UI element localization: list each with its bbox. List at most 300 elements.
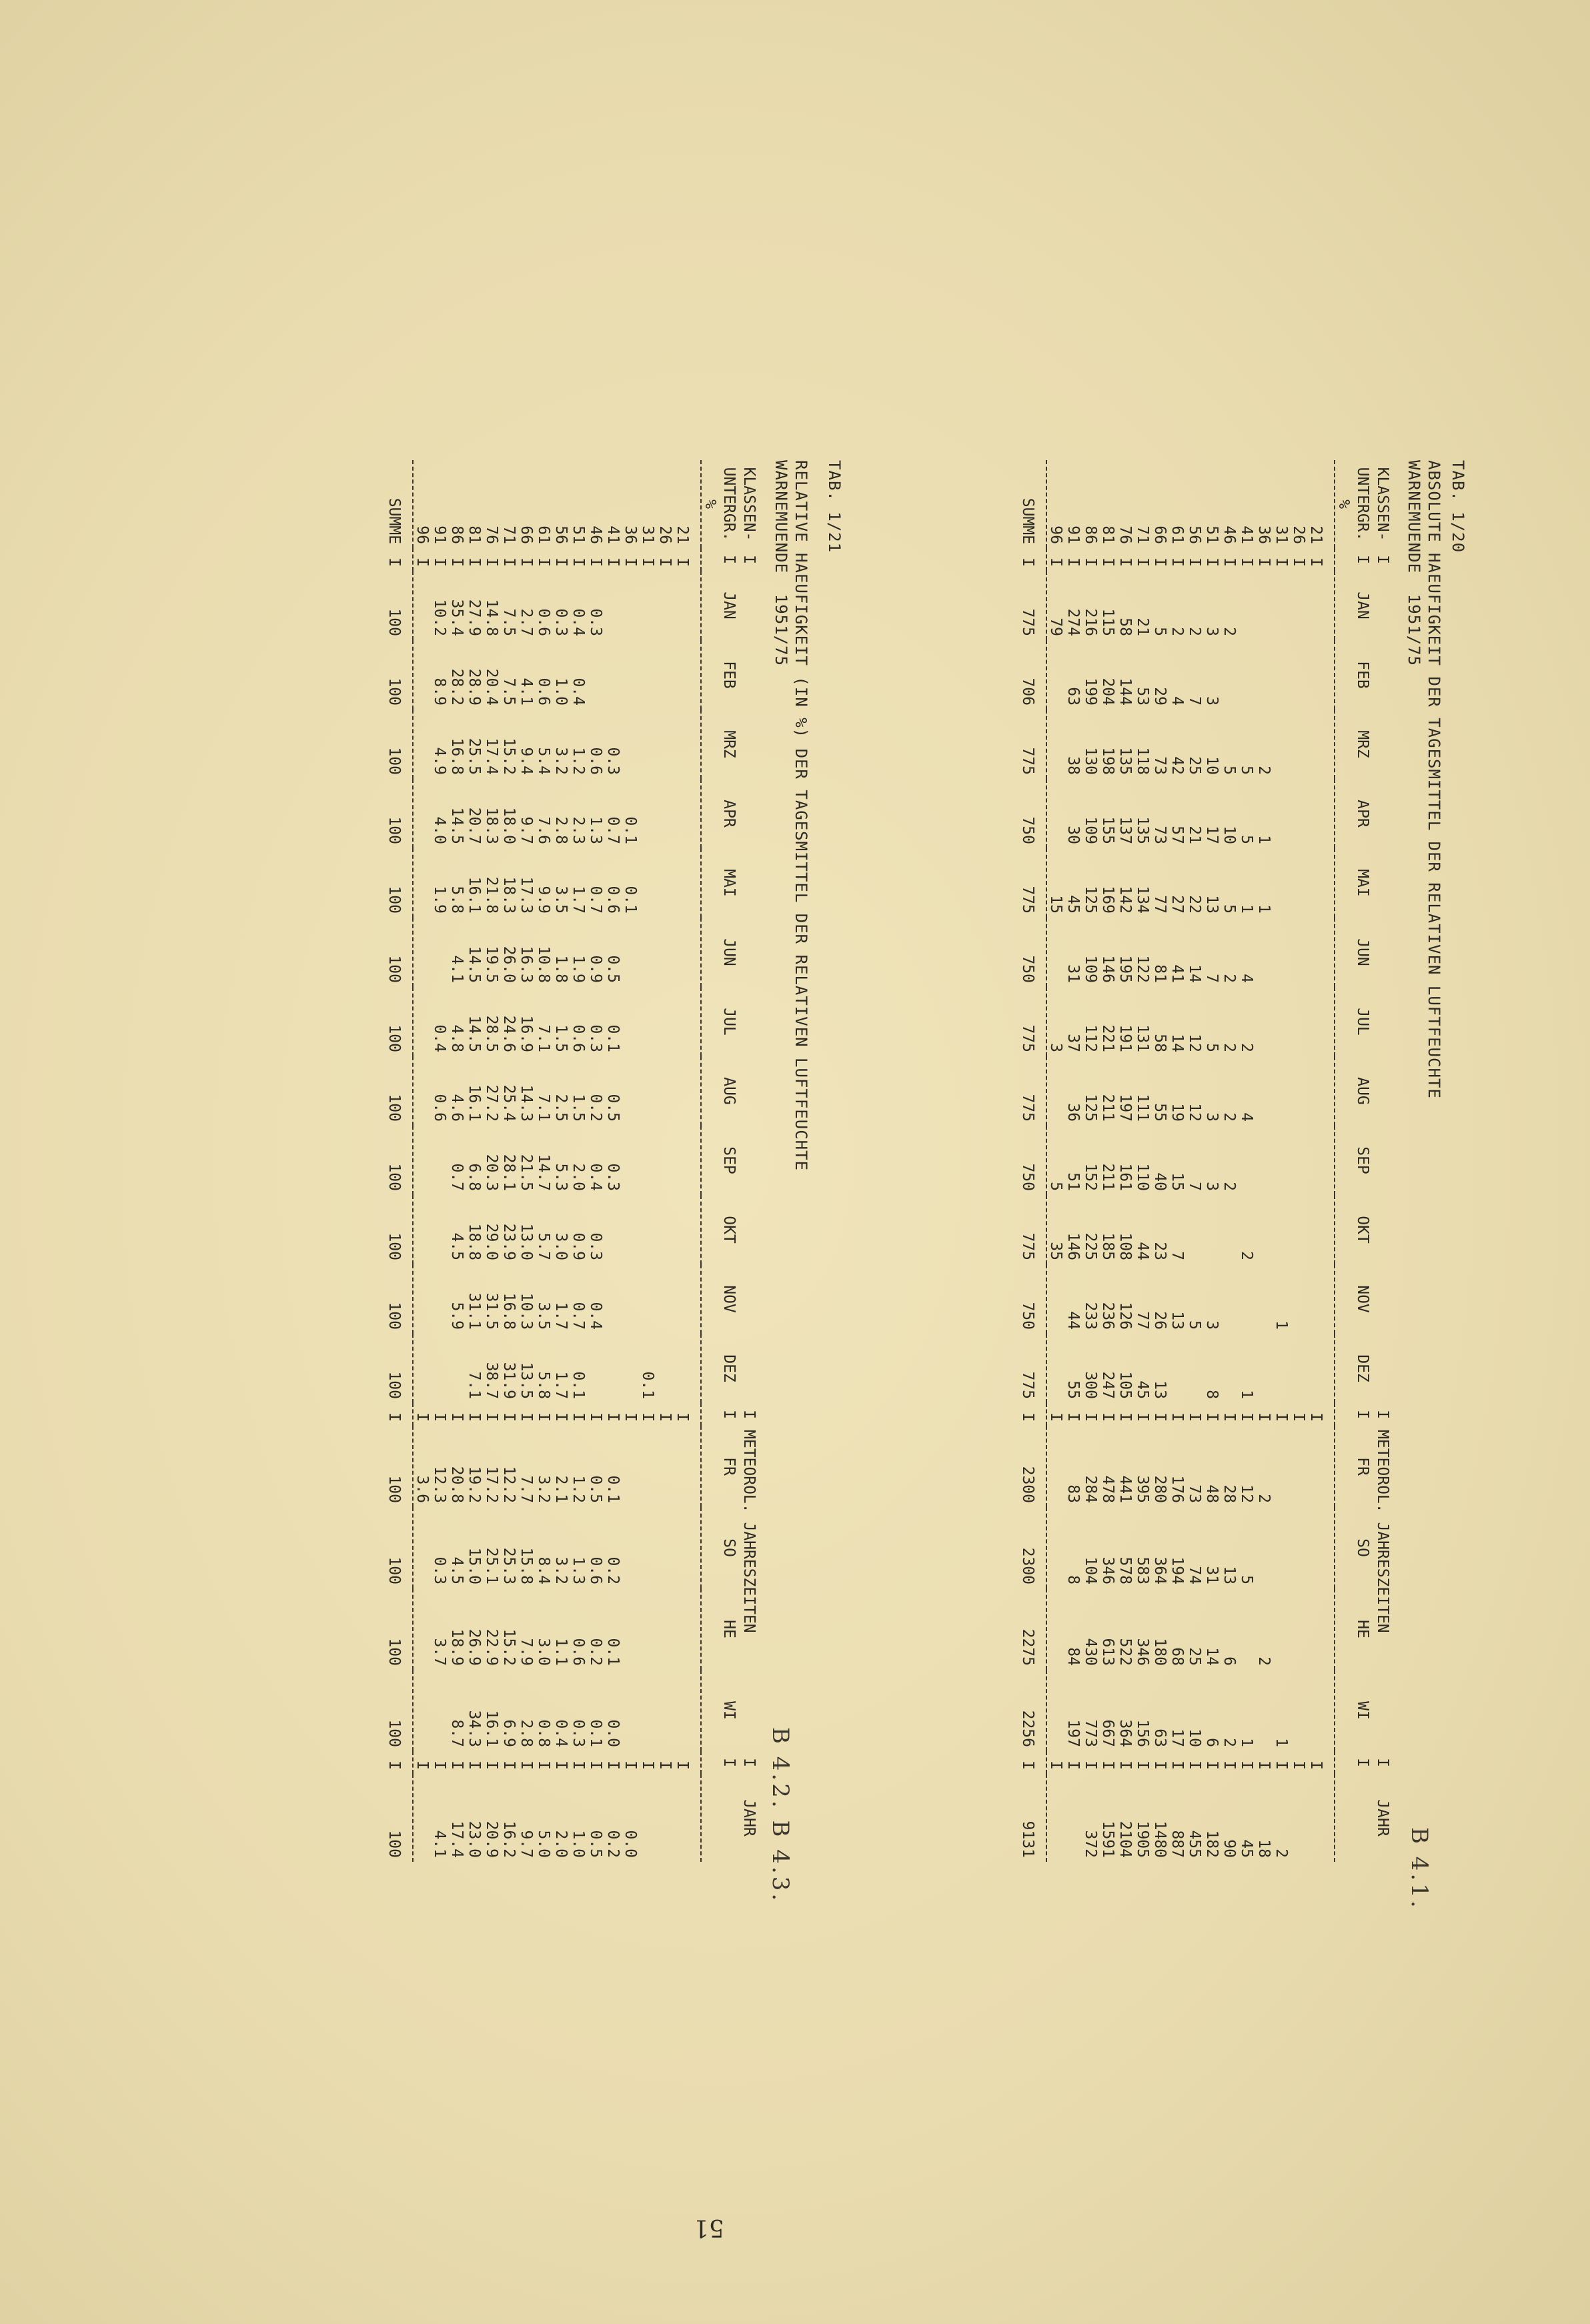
column-separator: I [1290,1412,1307,1422]
season-cell: 74 [1186,1566,1203,1584]
month-cell [639,1056,656,1126]
month-header-spacer [739,710,760,779]
month-cell [674,710,691,779]
table-row [1046,460,1064,1862]
table-row [1082,460,1099,1862]
month-cell: 109 [1082,816,1099,844]
month-cell: 1.9 [431,886,448,914]
season-cell: 430 [1082,1638,1099,1666]
column-separator: I [1047,1761,1064,1770]
month-cell: 7 [1186,696,1203,706]
class-value: 71 [1134,525,1151,544]
season-cell [674,1588,691,1670]
column-separator: I [431,557,448,567]
column-separator: I [1064,557,1082,567]
column-separator: I [1307,557,1325,567]
column-separator: I [414,1761,431,1770]
month-cell: 4 [1238,1112,1255,1122]
column-separator: I [1203,1761,1221,1770]
season-cell: 73 [1186,1484,1203,1503]
column-separator: I [448,1761,466,1770]
column-separator: I [1082,557,1099,567]
month-cell [674,640,691,710]
class-value: 56 [1186,525,1203,544]
class-value: 56 [552,525,570,544]
column-separator: I [1221,557,1238,567]
month-cell: 144 [1116,678,1134,706]
column-separator: I [1255,1412,1273,1422]
month-cell [1238,1264,1255,1334]
month-header-spacer [1373,987,1394,1056]
sum-season-cell: 2300 [1019,1547,1036,1584]
season-cell: 25.1 [483,1547,500,1584]
class-value: 41 [1238,525,1255,544]
column-separator: I [500,557,518,567]
month-cell [656,1126,674,1195]
month-cell: 58 [1151,1034,1168,1052]
season-cell: 1.3 [570,1556,587,1584]
year-cell [674,1774,691,1862]
month-cell: 25 [1186,756,1203,775]
season-cell [1255,1507,1273,1588]
month-cell: 0.6 [587,747,604,775]
month-cell: 26.0 [500,946,518,983]
column-separator: I [1354,555,1371,564]
column-separator: I [431,1412,448,1422]
sum-label: SUMME [385,497,403,544]
month-cell: 5 [1203,1043,1221,1052]
season-cell [639,1426,656,1507]
column-separator: I [1186,1761,1203,1770]
month-cell: 0.6 [570,1024,587,1052]
month-cell: 1.7 [552,1302,570,1330]
sum-month-cell: 100 [385,1094,403,1122]
month-cell [674,987,691,1056]
table-row [570,460,587,1862]
season-header-so: SO [720,1538,738,1557]
season-cell: 8.4 [535,1556,552,1584]
month-cell: 31.5 [483,1292,500,1330]
table-row [587,460,604,1862]
month-cell [413,918,431,987]
table1-absolute-frequency [1019,460,1394,1862]
column-separator: I [1168,557,1186,567]
table-row [1116,460,1134,1862]
year-cell: 887 [1168,1830,1186,1858]
column-separator: I [518,557,535,567]
month-cell [1307,640,1325,710]
month-cell: 24.6 [500,1015,518,1052]
sum-month-cell: 750 [1019,1163,1036,1191]
season-cell: 364 [1151,1556,1168,1584]
column-separator: I [1099,1412,1116,1422]
column-separator: I [604,1412,622,1422]
month-cell: 3 [1203,1320,1221,1330]
season-cell: 2 [1255,1656,1273,1666]
month-cell [656,1056,674,1126]
month-cell: 0.6 [535,678,552,706]
month-cell: 9.4 [518,747,535,775]
month-cell: 1.2 [570,747,587,775]
month-cell: 3.5 [552,886,570,914]
month-header-spacer [739,779,760,848]
month-cell: 115 [1099,608,1116,636]
month-cell: 17.3 [518,876,535,914]
season-cell: 7.9 [518,1638,535,1666]
class-value: 46 [1221,525,1238,544]
month-cell: 2.3 [570,816,587,844]
month-cell: 10 [1203,756,1221,775]
class-unit: % [702,499,719,509]
month-cell: 4.1 [448,955,466,983]
month-cell: 27.2 [483,1084,500,1122]
season-cell [1290,1426,1307,1507]
month-cell: 21.5 [518,1154,535,1191]
month-cell: 31.1 [466,1292,483,1330]
column-separator: I [466,1761,483,1770]
column-separator: I [535,1761,552,1770]
season-cell: 84 [1064,1647,1082,1666]
month-cell [622,1264,639,1334]
month-header-spacer [1373,1126,1394,1195]
season-cell: 478 [1099,1475,1116,1503]
month-cell: 16.1 [466,876,483,914]
month-cell: 1 [1255,904,1273,914]
month-cell: 0.4 [587,1302,604,1330]
column-separator: I [385,1412,403,1422]
month-cell: 0.3 [587,1232,604,1260]
season-cell: 13 [1221,1566,1238,1584]
year-cell: 0.0 [622,1830,639,1858]
month-header-okt: OKT [720,1216,738,1244]
month-cell: 5.3 [552,1163,570,1191]
season-cell: 3.0 [535,1638,552,1666]
season-cell [622,1507,639,1588]
column-separator: I [1238,1412,1255,1422]
month-cell: 131 [1134,1024,1151,1052]
season-cell: 28 [1221,1484,1238,1503]
sum-month-cell: 100 [385,816,403,844]
month-cell: 2 [1221,974,1238,983]
year-cell: 9.7 [518,1830,535,1858]
month-cell: 57 [1168,826,1186,844]
season-cell: 1.1 [552,1638,570,1666]
year-cell: 2 [1273,1849,1290,1858]
sum-month-cell: 750 [1019,1302,1036,1330]
month-cell: 20.7 [466,807,483,844]
table1-id: TAB. 1/20 [1449,460,1467,553]
table-row [604,460,622,1862]
month-cell: 191 [1116,1024,1134,1052]
month-cell [1307,1056,1325,1126]
year-header: JAHR [1374,1799,1391,1837]
season-cell: 16.1 [483,1710,500,1747]
season-header-fr: FR [1354,1457,1371,1476]
column-separator: I [1099,1761,1116,1770]
season-cell [1255,1670,1273,1751]
season-cell [656,1588,674,1670]
month-cell [587,1334,604,1403]
month-cell [674,1264,691,1334]
sum-month-cell: 100 [385,1302,403,1330]
month-header-spacer [739,918,760,987]
year-cell [1064,1774,1082,1862]
month-cell: 23 [1151,1242,1168,1260]
month-cell: 300 [1082,1371,1099,1399]
month-cell: 18.8 [466,1223,483,1260]
year-cell: 372 [1082,1830,1099,1858]
year-cell: 1.0 [570,1830,587,1858]
month-cell [674,848,691,918]
month-cell: 44 [1134,1242,1151,1260]
column-separator: I [1064,1412,1082,1422]
column-separator: I [1134,1412,1151,1422]
season-cell: 8 [1064,1575,1082,1584]
season-header-wi: WI [1354,1701,1371,1720]
table-row [466,460,483,1862]
class-value: 51 [1203,525,1221,544]
class-value: 66 [518,525,535,544]
year-cell: 16.2 [500,1821,518,1858]
month-cell: 13 [1151,1380,1168,1399]
season-cell: 12.3 [431,1466,448,1503]
month-cell: 42 [1168,756,1186,775]
table-row [1134,460,1151,1862]
season-cell: 0.6 [570,1638,587,1666]
month-cell: 0.3 [587,608,604,636]
column-separator: I [1151,1761,1168,1770]
month-cell [1221,1334,1238,1403]
month-cell: 2.8 [552,816,570,844]
month-cell [431,1334,448,1403]
table-row [622,460,639,1862]
month-header-spacer [1373,779,1394,848]
class-value: 86 [1082,525,1099,544]
month-cell: 0.4 [570,608,587,636]
month-header-spacer [739,987,760,1056]
month-cell: 18.3 [500,876,518,914]
season-cell: 578 [1116,1556,1134,1584]
month-cell: 3.0 [552,1232,570,1260]
month-cell: 2 [1238,1251,1255,1260]
month-cell [1307,571,1325,640]
month-cell: 37 [1064,1034,1082,1052]
month-cell [622,710,639,779]
month-cell: 4.9 [431,747,448,775]
month-cell [639,571,656,640]
month-cell [431,1264,448,1334]
sum-label: SUMME [1019,497,1036,544]
month-cell [413,710,431,779]
month-cell [639,918,656,987]
column-separator: I [1134,557,1151,567]
season-cell [674,1426,691,1507]
month-cell: 0.4 [431,1024,448,1052]
table-row [518,460,535,1862]
month-cell [604,1334,622,1403]
table-row [448,460,466,1862]
month-cell: 135 [1116,747,1134,775]
month-header-spacer [1373,710,1394,779]
month-cell [1273,640,1290,710]
month-cell [1290,710,1307,779]
column-separator: I [587,557,604,567]
month-cell: 10.8 [535,946,552,983]
season-cell: 1.2 [570,1475,587,1503]
month-cell [622,640,639,710]
sum-month-cell: 775 [1019,1232,1036,1260]
season-cell: 194 [1168,1556,1186,1584]
year-cell: 4.1 [431,1830,448,1858]
column-separator: I [720,1410,738,1419]
column-separator: I [483,557,500,567]
month-cell [1290,1334,1307,1403]
month-header-mrz: MRZ [1354,730,1371,758]
season-cell: 6.9 [500,1719,518,1747]
sum-month-cell: 775 [1019,1371,1036,1399]
month-cell: 4.5 [448,1232,466,1260]
column-separator: I [674,1761,691,1770]
month-cell: 14 [1186,964,1203,983]
month-header-dez: DEZ [1354,1354,1371,1382]
sum-month-cell: 750 [1019,816,1036,844]
season-cell: 10 [1186,1728,1203,1747]
month-cell [431,1195,448,1264]
season-cell [622,1670,639,1751]
table1-title: ABSOLUTE HAEUFIGKEIT DER TAGESMITTEL DER RELATIVEN LUFTFEUCHTE [1425,460,1443,1099]
class-value: 46 [587,525,604,544]
month-cell: 7 [1168,1251,1186,1260]
month-cell: 35 [1047,1242,1064,1260]
month-cell: 5 [1186,1320,1203,1330]
column-separator: I [385,1761,403,1770]
month-cell [1290,779,1307,848]
month-header-spacer [1373,1334,1394,1403]
month-cell [656,640,674,710]
class-value: 51 [570,525,587,544]
column-separator: I [1354,1410,1371,1419]
month-cell [674,1195,691,1264]
table-row [1307,460,1325,1862]
month-cell: 1 [1238,1390,1255,1399]
month-header-apr: APR [1354,800,1371,828]
month-cell [1255,1056,1273,1126]
month-cell: 53 [1134,687,1151,706]
month-cell: 28.1 [500,1154,518,1191]
column-separator: I [1186,1412,1203,1422]
month-cell [656,987,674,1056]
month-cell [622,1195,639,1264]
column-separator: I [414,557,431,567]
section-reference-top: B 4.1. [1406,1827,1433,1911]
column-separator: I [448,1412,466,1422]
month-cell: 16.3 [518,946,535,983]
season-header-he: HE [1354,1620,1371,1638]
sum-row [1019,460,1036,1862]
month-cell [1255,987,1273,1056]
column-separator: I [535,1412,552,1422]
month-cell: 14.3 [518,1084,535,1122]
month-cell: 26 [1151,1311,1168,1330]
season-cell [639,1670,656,1751]
month-cell: 5.8 [448,886,466,914]
season-cell: 8.7 [448,1719,466,1747]
season-cell [656,1670,674,1751]
column-separator: I [1221,1412,1238,1422]
month-cell: 10.3 [518,1292,535,1330]
season-cell: 14 [1203,1647,1221,1666]
month-cell [656,1334,674,1403]
month-cell [1273,1056,1290,1126]
season-cell [1238,1588,1255,1670]
month-cell: 5 [1047,1182,1064,1191]
class-header-sub: UNTERGR. [1354,467,1371,541]
month-cell: 1.3 [587,816,604,844]
column-separator: I [1374,555,1391,564]
sum-month-cell: 100 [385,608,403,636]
month-header-aug: AUG [720,1077,738,1105]
class-value: 21 [1307,525,1325,544]
month-cell [1290,640,1307,710]
sum-month-cell: 775 [1019,886,1036,914]
month-cell: 15 [1168,1172,1186,1191]
season-cell: 68 [1168,1647,1186,1666]
sum-month-cell: 775 [1019,1024,1036,1052]
month-cell: 1.9 [570,955,587,983]
sum-month-cell: 100 [385,747,403,775]
column-separator: I [1290,1761,1307,1770]
column-separator: I [656,1412,674,1422]
month-cell: 77 [1151,895,1168,914]
table2-title: RELATIVE HAEUFIGKEIT (IN %) DER TAGESMITTEL DER RELATIVEN LUFTFEUCHTE [792,460,810,1171]
month-cell: 25.5 [466,738,483,775]
month-cell: 109 [1082,955,1099,983]
month-cell: 0.6 [431,1094,448,1122]
sum-month-cell: 100 [385,1371,403,1399]
month-cell [1255,1334,1273,1403]
sum-season-cell: 2256 [1019,1710,1036,1747]
month-cell: 118 [1134,747,1151,775]
month-cell [413,987,431,1056]
month-cell [622,1056,639,1126]
column-separator: I [674,1412,691,1422]
season-cell: 18.9 [448,1628,466,1666]
season-cell [1046,1670,1064,1751]
season-cell: 19.2 [466,1466,483,1503]
month-cell: 199 [1082,678,1099,706]
month-header-spacer [739,848,760,918]
column-separator: I [1203,557,1221,567]
column-separator: I [1134,1761,1151,1770]
month-header-jul: JUL [1354,1008,1371,1036]
column-separator: I [1203,1412,1221,1422]
month-cell: 0.3 [587,1024,604,1052]
column-separator: I [1255,1761,1273,1770]
year-header: JAHR [740,1799,758,1837]
class-value: 36 [1255,525,1273,544]
sum-season-cell: 2300 [1019,1466,1036,1503]
month-header-mai: MAI [1354,869,1371,897]
season-cell [639,1507,656,1588]
month-cell: 105 [1116,1371,1134,1399]
month-cell: 14.8 [483,599,500,636]
month-cell: 137 [1116,816,1134,844]
season-cell: 12.2 [500,1466,518,1503]
season-cell: 346 [1099,1556,1116,1584]
month-cell: 5.9 [448,1302,466,1330]
year-cell: 18 [1255,1839,1273,1858]
month-cell [413,1264,431,1334]
